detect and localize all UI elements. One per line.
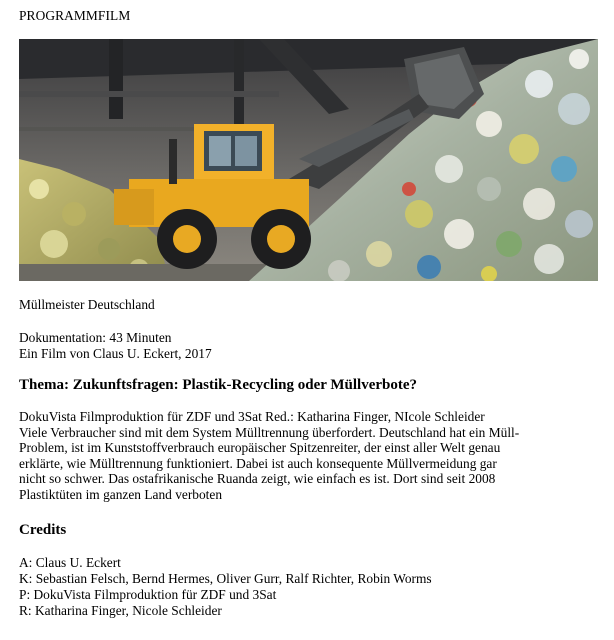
film-genre-duration: Dokumentation: 43 Minuten bbox=[19, 330, 172, 345]
film-still-image bbox=[19, 39, 598, 281]
description-line: nicht so schwer. Das ostafrikanische Ruanda zeigt, wie einfach es ist. Dort sind seit 2008 bbox=[19, 471, 496, 486]
film-description bbox=[19, 409, 599, 502]
credits-heading: Credits bbox=[19, 522, 67, 538]
description-line: Viele Verbraucher sind mit dem System Mülltrennung überfordert. Deutschland hat ein Müll- bbox=[19, 424, 520, 440]
description-line: Plastiktüten im ganzen Land verboten bbox=[19, 486, 223, 502]
credit-line: A: Claus U. Eckert bbox=[19, 555, 121, 570]
credit-line: R: Katharina Finger, Nicole Schleider bbox=[19, 603, 222, 618]
description-line: Problem, ist im Kunststoffverbrauch europäischer Spitzenreiter, der einst aller Welt genau bbox=[19, 440, 501, 455]
description-line: erklärte, wie Mülltrennung funktioniert. Dabei ist auch konsequente Müllvermeidung gar bbox=[19, 455, 497, 471]
film-author-year: Ein Film von Claus U. Eckert, 2017 bbox=[19, 346, 212, 361]
program-label: PROGRAMMFILM bbox=[19, 8, 131, 23]
credit-line: P: DokuVista Filmproduktion für ZDF und 3Sat bbox=[19, 587, 277, 602]
film-meta bbox=[19, 330, 599, 362]
credits-list bbox=[19, 555, 599, 619]
film-title: Müllmeister Deutschland bbox=[19, 297, 155, 312]
credit-line: K: Sebastian Felsch, Bernd Hermes, Oliver Gurr, Ralf Richter, Robin Worms bbox=[19, 571, 432, 586]
description-line: DokuVista Filmproduktion für ZDF und 3Sat Red.: Katharina Finger, NIcole Schleider bbox=[19, 409, 485, 424]
wheel-loader-garbage-photo bbox=[19, 39, 598, 281]
topic-heading: Thema: Zukunftsfragen: Plastik-Recycling oder Müllverbote? bbox=[19, 377, 418, 393]
